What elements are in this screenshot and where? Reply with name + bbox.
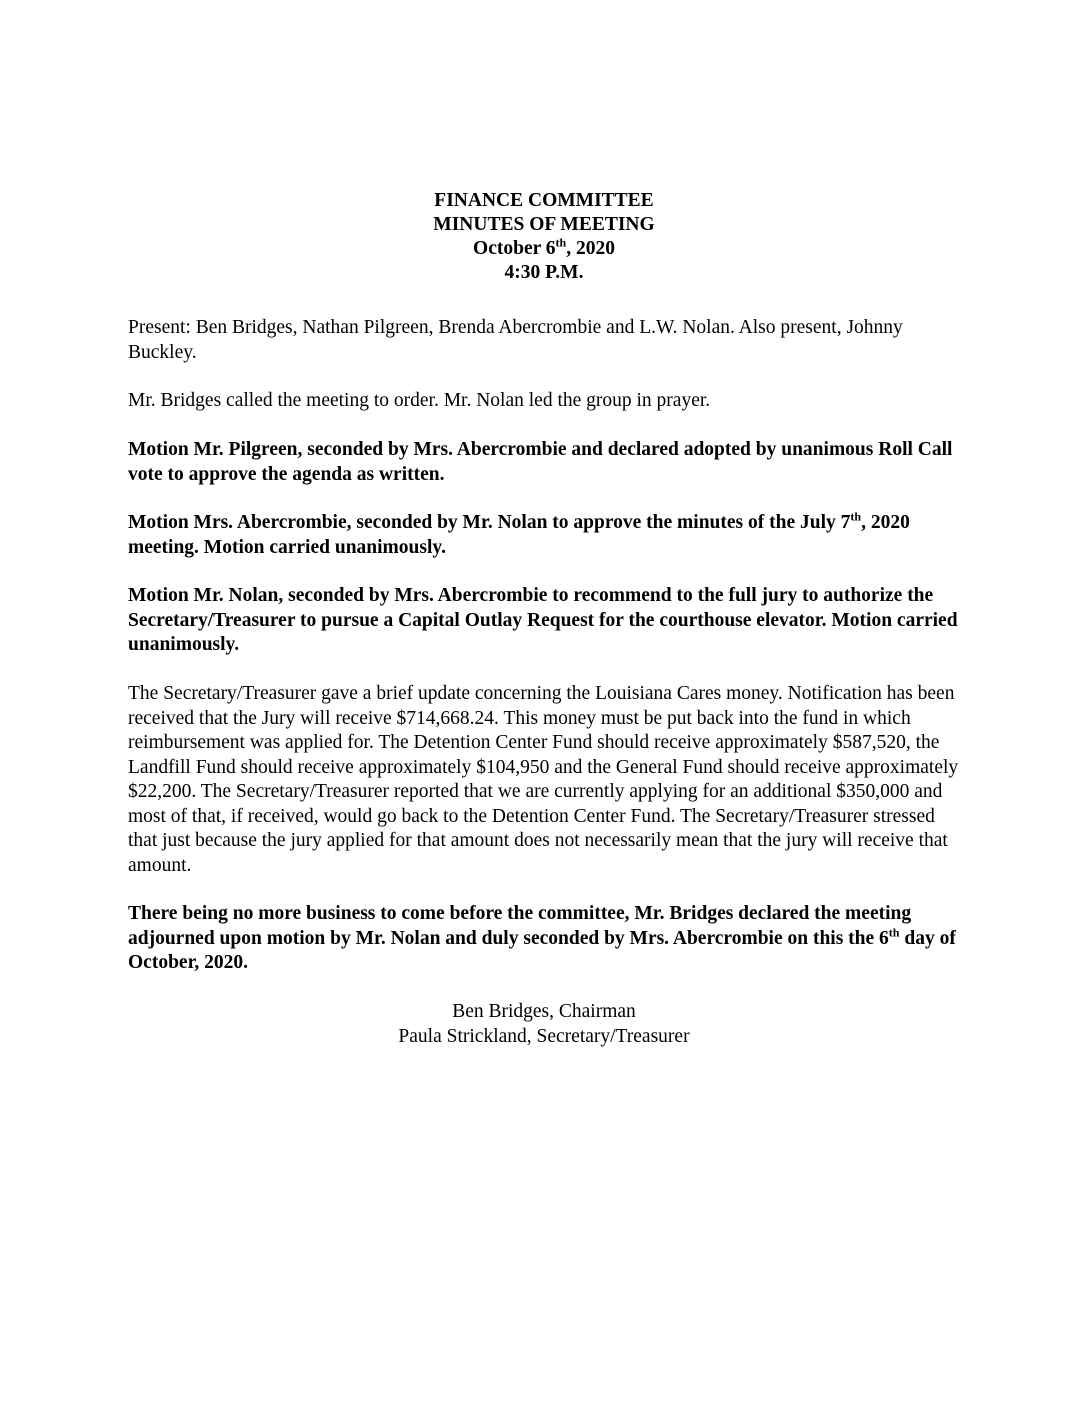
motion-minutes-text: Motion Mrs. Abercrombie, seconded by Mr. Nolan to approve the minutes of the July 7 [128,512,851,533]
motion-minutes-paragraph [128,511,968,560]
signature-block [0,1000,1088,1049]
chairman-signature: Ben Bridges, Chairman [452,1001,636,1022]
call-to-order-paragraph: Mr. Bridges called the meeting to order. Mr. Nolan led the group in prayer. [128,390,711,411]
motion-minutes-tail: , 2020 meeting. Motion carried unanimously. [128,512,910,558]
adjournment-paragraph [128,902,968,976]
meeting-date-suffix: th [555,235,567,250]
minutes-title: MINUTES OF MEETING [433,214,655,235]
louisiana-cares-update-paragraph: The Secretary/Treasurer gave a brief update concerning the Louisiana Cares money. Notification has been received that the Jury will receive $714,668.24. This money must be put back into the fund in which reimbursement was applied for. The Detention Center Fund should receive approximately $587,520, the Landfill Fund should receive approximately $104,950 and the General Fund should receive approximately $22,200. The Secretary/Treasurer reported that we are currently applying for an additional $350,000 and most of that, if received, would go back to the Detention Center Fund. The Secretary/Treasurer stressed that just because the jury applied for that amount does not necessarily mean that the jury will receive that amount. [128,683,959,876]
meeting-date-text: October 6 [473,238,556,259]
motion-elevator-paragraph: Motion Mr. Nolan, seconded by Mrs. Abercrombie to recommend to the full jury to authorize the Secretary/Treasurer to pursue a Capital Outlay Request for the courthouse elevator. Motion carried unanimously. [128,585,958,655]
adjournment-suffix: th [888,925,900,939]
committee-title: FINANCE COMMITTEE [434,190,654,211]
motion-agenda-paragraph: Motion Mr. Pilgreen, seconded by Mrs. Abercrombie and declared adopted by unanimous Roll Call vote to approve the agenda as written. [128,439,953,485]
adjournment-text: There being no more business to come before the committee, Mr. Bridges declared the meeting adjourned upon motion by Mr. Nolan and duly seconded by Mrs. Abercrombie on this the 6 [128,903,912,949]
motion-minutes-suffix: th [850,509,862,524]
document-header [0,189,1088,285]
meeting-date [0,237,1088,261]
secretary-signature: Paula Strickland, Secretary/Treasurer [398,1025,690,1047]
attendance-paragraph: Present: Ben Bridges, Nathan Pilgreen, Brenda Abercrombie and L.W. Nolan. Also present, Johnny Buckley. [128,317,903,363]
meeting-date-year: , 2020 [566,238,615,259]
meeting-time: 4:30 P.M. [504,262,584,283]
adjournment-tail: day of October, 2020. [128,927,956,973]
